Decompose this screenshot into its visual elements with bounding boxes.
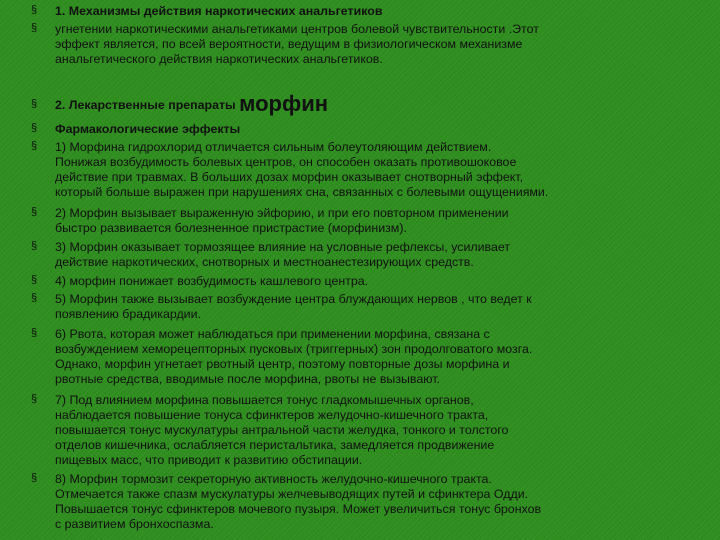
bullet-icon: § [31,274,38,286]
pharm-effects-heading: Фармакологические эффекты [55,122,241,136]
effect-3-text: 3) Морфин оказывает тормозящее влияние на условные рефлексы, усиливает действие наркотических, снотворных и местноанестезирующих средств. [55,240,511,269]
bullet-icon: § [31,393,38,405]
effect-7-text: 7) Под влиянием морфина повышается тонус гладкомышечных органов, наблюдается повышение тонуса сфинктеров желудочно-кишечного тракта, повышается тонус мускулатуры антральной части желудка, тонкого и толстого отделов кишечника, ослабляется перистальтика, замедляется продвижение пищевых масс, что приводит к развитию обстипации. [55,393,509,467]
effect-6-text: 6) Рвота, которая может наблюдаться при применении морфина, связана с возбуждением хеморецепторных пусковых (триггерных) зон продолговатого мозга. Однако, морфин угнетает рвотный центр, поэтому повторные дозы морфина и рвотные средства, вводимые после морфина, рвоты не вызывают. [55,327,533,386]
mechanisms-text: угнетении наркотическими анальгетиками центров болевой чувствительности .Этот эффект является, по всей вероятности, ведущим в физиологическом механизме анальгетического действия наркотических анальгетиков. [55,22,539,66]
bullet-icon: § [31,140,38,152]
effect-8-text: 8) Морфин тормозит секреторную активность желудочно-кишечного тракта. Отмечается также спазм мускулатуры желчевыводящих путей и сфинктера Одди. Повышается тонус сфинктеров мочевого пузыря. Может увеличиться тонус бронхов с развитием бронхоспазма. [55,472,542,531]
mechanisms-heading: 1. Механизмы действия наркотических анальгетиков [55,4,383,18]
drug-name: морфин [239,91,329,116]
effect-4-text: 4) морфин понижает возбудимость кашлевого центра. [55,274,369,288]
bullet-icon: § [31,122,38,134]
bullet-icon: § [31,292,38,304]
drugs-heading [55,91,710,116]
bullet-icon: § [31,4,38,16]
drugs-heading-prefix: 2. Лекарственные препараты [55,98,240,112]
bullet-icon: § [31,22,38,34]
effect-2-text: 2) Морфин вызывает выраженную эйфорию, и при его повторном применении быстро развивается болезненное пристрастие (морфинизм). [55,206,509,235]
effect-5-text: 5) Морфин также вызывает возбуждение центра блуждающих нервов , что ведет к появлению брадикардии. [55,292,532,321]
bullet-icon: § [31,98,38,110]
effect-1-text: 1) Морфина гидрохлорид отличается сильным болеутоляющим действием. Понижая возбудимость болевых центров, он способен оказать противошоковое действие при травмах. В больших дозах морфин оказывает снотворный эффект, который больше выражен при нарушениях сна, связанных с болевыми ощущениями. [55,140,549,199]
bullet-icon: § [31,327,38,339]
bullet-icon: § [31,206,38,218]
bullet-icon: § [31,472,38,484]
bullet-icon: § [31,240,38,252]
